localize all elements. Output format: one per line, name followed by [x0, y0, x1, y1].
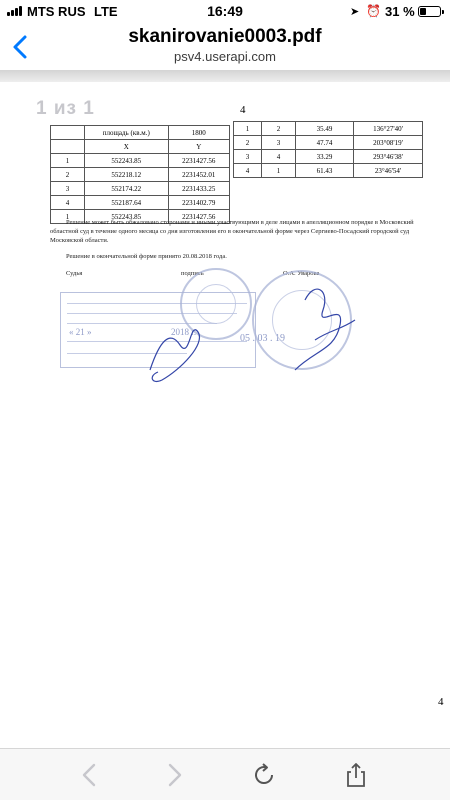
cell: 552218.12: [85, 168, 169, 182]
cell: 2: [51, 168, 85, 182]
area-value: 1800: [168, 126, 229, 140]
share-icon[interactable]: [342, 761, 370, 789]
chevron-left-icon[interactable]: [6, 32, 36, 62]
page-edge: [0, 70, 450, 82]
page-number-bottom: 4: [438, 696, 444, 708]
bottom-toolbar: [0, 748, 450, 800]
forward-icon[interactable]: [160, 761, 188, 789]
cell: 3: [262, 136, 296, 150]
cell: 3: [234, 150, 262, 164]
page-counter: 1 из 1: [36, 98, 95, 119]
document-title: skanirovanie0003.pdf: [128, 26, 322, 47]
stamp-date-day: « 21 »: [69, 327, 92, 337]
cell: 552187.64: [85, 196, 169, 210]
cell: 203°08'19': [354, 136, 423, 150]
table-row: [51, 168, 230, 182]
judge-label: Судья: [66, 270, 83, 277]
cell: 2: [262, 122, 296, 136]
table-row: [51, 182, 230, 196]
cell: 61.43: [296, 164, 354, 178]
stamp-date-second: 05 . 03 . 19: [240, 333, 285, 344]
reload-icon[interactable]: [250, 761, 278, 789]
cell: 552174.22: [85, 182, 169, 196]
cell: 1: [234, 122, 262, 136]
area-label: площадь (кв.м.): [85, 126, 169, 140]
table-row: [51, 154, 230, 168]
carrier-name: MTS RUS: [27, 4, 86, 19]
battery-icon: [418, 6, 441, 17]
column-y-header: Y: [168, 140, 229, 154]
status-bar: [0, 0, 450, 24]
cell: 2231427.56: [168, 210, 229, 224]
signature-left: [140, 310, 210, 390]
cell: 1: [51, 154, 85, 168]
cell: 4: [234, 164, 262, 178]
final-decision-date: Решение в окончательной форме принято 20.08.2018 года.: [66, 253, 227, 260]
cell: 23°46'54': [354, 164, 423, 178]
judge-name: О.А. Уварова: [283, 270, 320, 277]
cell: 47.74: [296, 136, 354, 150]
cell: 1: [51, 210, 85, 224]
document-host: psv4.userapi.com: [174, 49, 276, 64]
table-row: [234, 136, 423, 150]
cell: 136°27'40': [354, 122, 423, 136]
back-icon[interactable]: [76, 761, 104, 789]
cell: 552243.85: [85, 154, 169, 168]
page-number-top: 4: [240, 104, 246, 116]
pdf-viewer[interactable]: [0, 70, 450, 748]
alarm-icon: ⏰: [366, 4, 381, 18]
cell: 35.49: [296, 122, 354, 136]
cell: 2231427.56: [168, 154, 229, 168]
battery-percent: 31 %: [385, 4, 415, 19]
signature-label: подпись: [181, 270, 204, 277]
signature-right: [285, 270, 365, 380]
cell: 3: [51, 182, 85, 196]
cell: 293°46'38': [354, 150, 423, 164]
clock: 16:49: [207, 3, 243, 19]
table-row: [234, 150, 423, 164]
table-row: [234, 164, 423, 178]
table-row: [51, 196, 230, 210]
network-type: LTE: [94, 4, 118, 19]
navigation-header: [0, 24, 450, 70]
cell: 4: [51, 196, 85, 210]
cell: 1: [262, 164, 296, 178]
stamp-date-year: 2018 г.: [171, 327, 197, 337]
cell: 33.29: [296, 150, 354, 164]
cell: 2: [234, 136, 262, 150]
appeal-paragraph: Решение может быть обжаловано сторонами и иными участвующими в деле лицами в апелляционном порядке в Московский областной суд в течение одного месяца со дня изготовления его в окончательной форме через Сергиево-Посадский городской суд Московской области.: [50, 219, 414, 244]
cell: 2231433.25: [168, 182, 229, 196]
cell: 4: [262, 150, 296, 164]
column-x-header: X: [85, 140, 169, 154]
cell: 2231402.79: [168, 196, 229, 210]
table-row: [234, 122, 423, 136]
cell: 552243.85: [85, 210, 169, 224]
cell: 2231452.01: [168, 168, 229, 182]
segments-table: [233, 121, 423, 178]
location-icon: ➤: [350, 6, 360, 18]
coordinates-table: [50, 125, 230, 224]
